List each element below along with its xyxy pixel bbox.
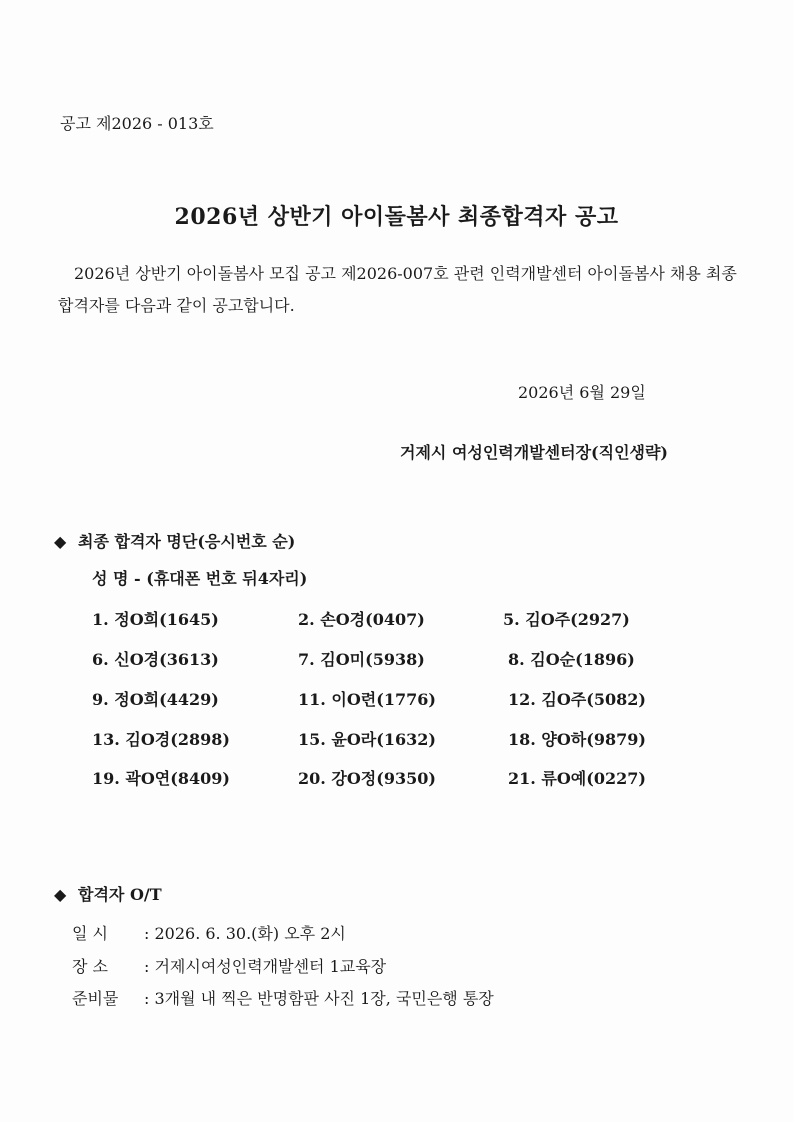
list-item: 9. 정O희(4429) <box>92 690 219 709</box>
section-winners-heading <box>54 529 295 552</box>
list-item: 1. 정O희(1645) <box>92 610 219 629</box>
ot-value: : 2026. 6. 30.(화) 오후 2시 <box>144 924 346 943</box>
diamond-bullet-icon: ◆ <box>54 532 67 551</box>
ot-detail-time <box>72 921 346 944</box>
list-item: 8. 김O순(1896) <box>508 650 635 669</box>
list-item: 6. 신O경(3613) <box>92 650 219 669</box>
intro-paragraph: 2026년 상반기 아이돌봄사 모집 공고 제2026-007호 관련 인력개발센터 아이돌봄사 채용 최종 합격자를 다음과 같이 공고합니다. <box>58 264 737 315</box>
list-item: 2. 손O경(0407) <box>298 610 425 629</box>
ot-label: 준비물 <box>72 989 119 1008</box>
list-item: 19. 곽O연(8409) <box>92 769 230 788</box>
list-item: 15. 윤O라(1632) <box>298 730 436 749</box>
list-item: 20. 강O정(9350) <box>298 769 436 788</box>
ot-detail-items <box>72 986 494 1009</box>
section-ot-heading <box>54 882 162 905</box>
notice-date: 2026년 6월 29일 <box>518 383 646 402</box>
list-item: 5. 김O주(2927) <box>503 610 630 629</box>
section-title: 합격자 O/T <box>78 885 162 904</box>
list-item: 21. 류O예(0227) <box>508 769 646 788</box>
list-item: 13. 김O경(2898) <box>92 730 230 749</box>
ot-label: 장 소 <box>72 957 108 976</box>
list-item: 11. 이O련(1776) <box>298 690 436 709</box>
list-item: 7. 김O미(5938) <box>298 650 425 669</box>
ot-label: 일 시 <box>72 924 108 943</box>
notice-number: 공고 제2026 - 013호 <box>60 114 214 133</box>
winners-list-header: 성 명 - (휴대폰 번호 뒤4자리) <box>92 569 308 588</box>
diamond-bullet-icon: ◆ <box>54 885 67 904</box>
signer: 거제시 여성인력개발센터장(직인생략) <box>400 443 669 462</box>
section-title: 최종 합격자 명단(응시번호 순) <box>78 532 296 551</box>
ot-value: : 거제시여성인력개발센터 1교육장 <box>144 957 387 976</box>
list-item: 18. 양O하(9879) <box>508 730 646 749</box>
list-item: 12. 김O주(5082) <box>508 690 646 709</box>
ot-detail-place <box>72 954 386 977</box>
ot-value: : 3개월 내 찍은 반명함판 사진 1장, 국민은행 통장 <box>144 989 494 1008</box>
page-title: 2026년 상반기 아이돌봄사 최종합격자 공고 <box>174 204 619 230</box>
